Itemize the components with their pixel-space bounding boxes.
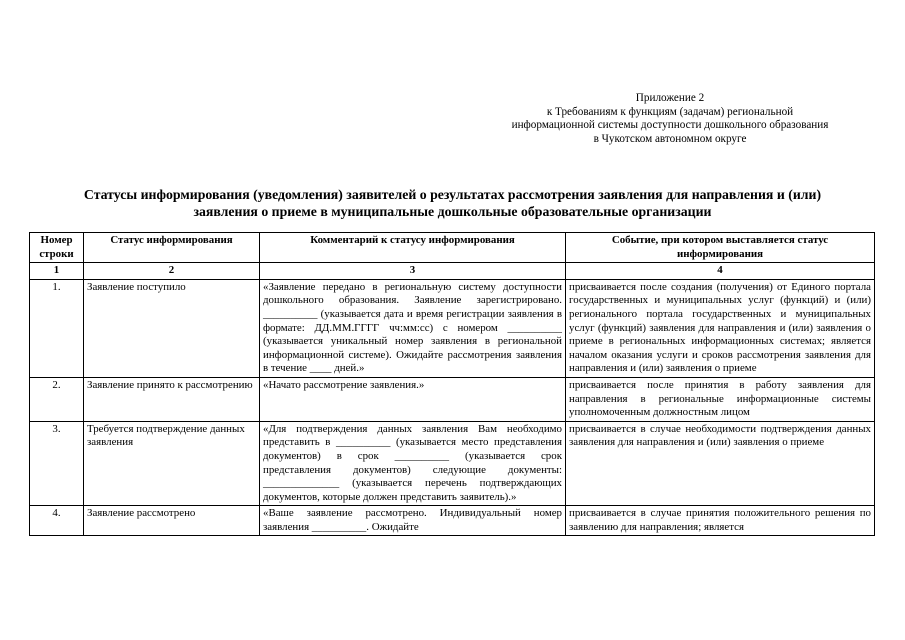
title-line: Статусы информирования (уведомления) заявителей о результатах рассмотрения заявления для направления и (или) (83, 187, 822, 202)
row-event: присваивается в случае принятия положительного решения по заявлению для направления; является (566, 506, 875, 536)
appendix-line: в Чукотском автономном округе (593, 132, 747, 145)
document-title (30, 186, 875, 220)
row-number: 3. (30, 421, 84, 506)
column-number: 4 (566, 263, 875, 280)
row-comment: «Для подтверждения данных заявления Вам необходимо представить в __________ (указывается место представления документов) в срок __________ (указывается срок представления документов) следующие документы: ______________ (указывается перечень подтверждающих документов, которые должен представить заявитель).» (260, 421, 566, 506)
appendix-line: к Требованиям к функциям (задачам) региональной (546, 105, 794, 118)
row-comment: «Заявление передано в региональную систему доступности дошкольного образования. Заявление зарегистрировано. __________ (указывается дата и время регистрации заявления в формате: ДД.ММ.ГГГГ чч:мм:сс) с номером __________ (указывается уникальный номер заявления в региональной информационной системе). Ожидайте рассмотрения заявления в течение ____ дней.» (260, 279, 566, 377)
row-comment: «Ваше заявление рассмотрено. Индивидуальный номер заявления __________. Ожидайте (260, 506, 566, 536)
row-status: Заявление поступило (84, 279, 260, 377)
column-number: 1 (30, 263, 84, 280)
status-table (29, 232, 875, 536)
column-number: 2 (84, 263, 260, 280)
row-comment: «Начато рассмотрение заявления.» (260, 377, 566, 421)
row-event: присваивается после принятия в работу заявления для направления в региональные информационные системы уполномоченным должностным лицом (566, 377, 875, 421)
row-status: Требуется подтверждение данных заявления (84, 421, 260, 506)
row-event: присваивается в случае необходимости подтверждения данных заявления для направления и (или) заявления о приеме (566, 421, 875, 506)
header-event: Событие, при котором выставляется статус информирования (566, 233, 875, 263)
header-comment: Комментарий к статусу информирования (260, 233, 566, 263)
table-row (30, 279, 875, 377)
appendix-line: информационной системы доступности дошкольного образования (511, 119, 829, 132)
table-header-row (30, 233, 875, 263)
header-row-number: Номер строки (30, 233, 84, 263)
row-status: Заявление принято к рассмотрению (84, 377, 260, 421)
header-status: Статус информирования (84, 233, 260, 263)
appendix-header (480, 92, 860, 146)
appendix-line: Приложение 2 (635, 92, 705, 104)
row-number: 2. (30, 377, 84, 421)
title-line: заявления о приеме в муниципальные дошкольные образовательные организации (193, 204, 712, 219)
row-status: Заявление рассмотрено (84, 506, 260, 536)
table-row (30, 421, 875, 506)
table-row (30, 506, 875, 536)
table-row (30, 377, 875, 421)
column-number: 3 (260, 263, 566, 280)
row-number: 1. (30, 279, 84, 377)
row-number: 4. (30, 506, 84, 536)
row-event: присваивается после создания (получения) от Единого портала государственных и муниципальных услуг (функций) и (или) регионального портала государственных и муниципальных услуг (функций) заявления для направления и (или) заявления о приеме в региональных информационных системах; является началом оказания услуги и сроков рассмотрения заявления для направления и (или) заявления о приеме (566, 279, 875, 377)
column-number-row (30, 263, 875, 280)
